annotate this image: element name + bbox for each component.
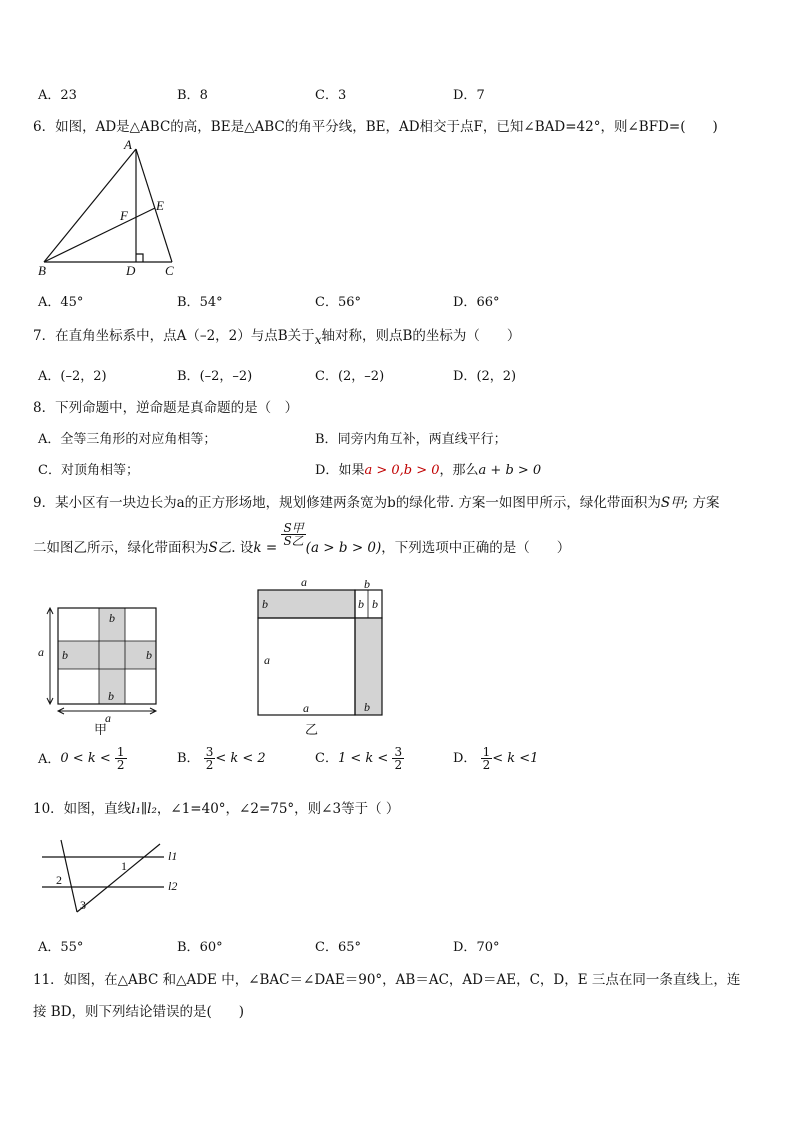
caption-jia: 甲: [94, 722, 108, 735]
k-fraction: $\frac{\text{S甲}}{\text{S乙}}$: [283, 521, 304, 548]
q10-parallel-lines-figure: [36, 838, 186, 918]
label-b-left: b: [62, 648, 68, 662]
q10-stem: 10．如图，直线l₁∥l₂，∠1=40°，∠2=75°，则∠3等于（ ）: [33, 801, 400, 817]
q9-figure-jia: [36, 600, 164, 735]
q8-option-d: D．如果a > 0,b > 0，那么a + b > 0: [315, 463, 542, 478]
q10-option-a: A．55°: [38, 940, 84, 955]
edge-ac: [136, 149, 172, 262]
transversal-right: [77, 844, 160, 912]
label-a-left: a: [264, 653, 270, 667]
q11-line2: 接 BD，则下列结论错误的是( ): [33, 1004, 245, 1020]
label-b-bottom: b: [108, 689, 114, 703]
q8-stem: 8．下列命题中，逆命题是真命题的是（ ）: [33, 400, 299, 416]
q9-option-d: D． $\frac{1}{2}$ < k <1: [453, 745, 539, 772]
q9-option-a: A．0 < k < $\frac{1}{2}$: [38, 745, 125, 772]
label-b-strip: b: [262, 597, 268, 611]
q7-option-c: C．(2，–2): [315, 369, 385, 384]
q9-line1: 9．某小区有一块边长为a的正方形场地，规划修建两条宽为b的绿化带. 方案一如图甲所示，绿化带面积为S甲; 方案: [33, 495, 720, 511]
q6-triangle-figure: [30, 138, 190, 280]
label-a-top: a: [301, 575, 307, 589]
caption-yi: 乙: [305, 722, 319, 737]
label-a-bottom: a: [105, 711, 111, 725]
q5-option-d: D．7: [453, 88, 485, 103]
q8-option-a: A．全等三角形的对应角相等；: [38, 432, 217, 447]
label-b-top: b: [364, 577, 370, 591]
q5-option-a: A．23: [38, 88, 77, 103]
q6-option-c: C．56°: [315, 295, 361, 310]
q10-option-b: B．60°: [177, 940, 223, 955]
angle-1-label: 1: [121, 859, 127, 873]
q6-option-b: B．54°: [177, 295, 223, 310]
label-f: F: [120, 208, 128, 223]
q6-option-d: D．66°: [453, 295, 500, 310]
l1-label: l1: [168, 849, 178, 863]
label-d: D: [126, 263, 136, 278]
label-b1: b: [358, 597, 364, 611]
top-strip: [258, 590, 355, 618]
q11-line1: 11．如图，在△ABC 和△ADE 中，∠BAC＝∠DAE＝90°，AB＝AC，AD＝AE，C，D，E 三点在同一条直线上，连: [33, 972, 741, 988]
horizontal-strip: [58, 641, 156, 669]
q9-option-c: C．1 < k < $\frac{3}{2}$: [315, 745, 403, 772]
edge-ba: [44, 149, 136, 262]
q8-option-b: B．同旁内角互补，两直线平行；: [315, 432, 507, 447]
q7-option-d: D．(2，2): [453, 369, 517, 384]
q7-option-a: A．(–2，2): [38, 369, 107, 384]
label-b: B: [38, 263, 46, 278]
label-b2: b: [372, 597, 378, 611]
label-a-bottom: a: [303, 701, 309, 715]
label-a-left: a: [38, 645, 44, 659]
label-b-right: b: [146, 648, 152, 662]
l2-label: l2: [168, 879, 178, 893]
q6-option-a: A．45°: [38, 295, 84, 310]
label-b-bottom: b: [364, 700, 370, 714]
q5-option-b: B．8: [177, 88, 208, 103]
q10-option-d: D．70°: [453, 940, 500, 955]
q7-option-b: B．(–2，–2): [177, 369, 253, 384]
angle-3-label: 3: [80, 898, 86, 912]
angle-2-label: 2: [56, 873, 62, 887]
right-angle-mark: [136, 254, 143, 262]
q8-option-c: C．对顶角相等；: [38, 463, 139, 478]
label-a: A: [124, 138, 132, 152]
q6-stem: 6．如图，AD是△ABC的高，BE是△ABC的角平分线，BE，AD相交于点F，已知∠BAD=42°，则∠BFD=( ): [33, 119, 718, 135]
q9-figure-yi: [254, 574, 386, 738]
q7-stem: 7．在直角坐标系中，点A（–2，2）与点B关于x轴对称，则点B的坐标为（ ）: [33, 328, 521, 347]
label-c: C: [165, 263, 174, 278]
label-e: E: [156, 198, 164, 213]
transversal-left: [61, 840, 77, 912]
q10-option-c: C．65°: [315, 940, 361, 955]
q9-line2: 二如图乙所示，绿化带面积为S乙. 设k = $\frac{\text{S甲}}{\text{S乙}}$ (a > b > 0)，下列选项中正确的是（ ）: [33, 521, 571, 556]
q5-option-c: C．3: [315, 88, 347, 103]
q9-option-b: B． $\frac{3}{2}$ < k < 2: [177, 745, 266, 772]
label-b-top: b: [109, 611, 115, 625]
